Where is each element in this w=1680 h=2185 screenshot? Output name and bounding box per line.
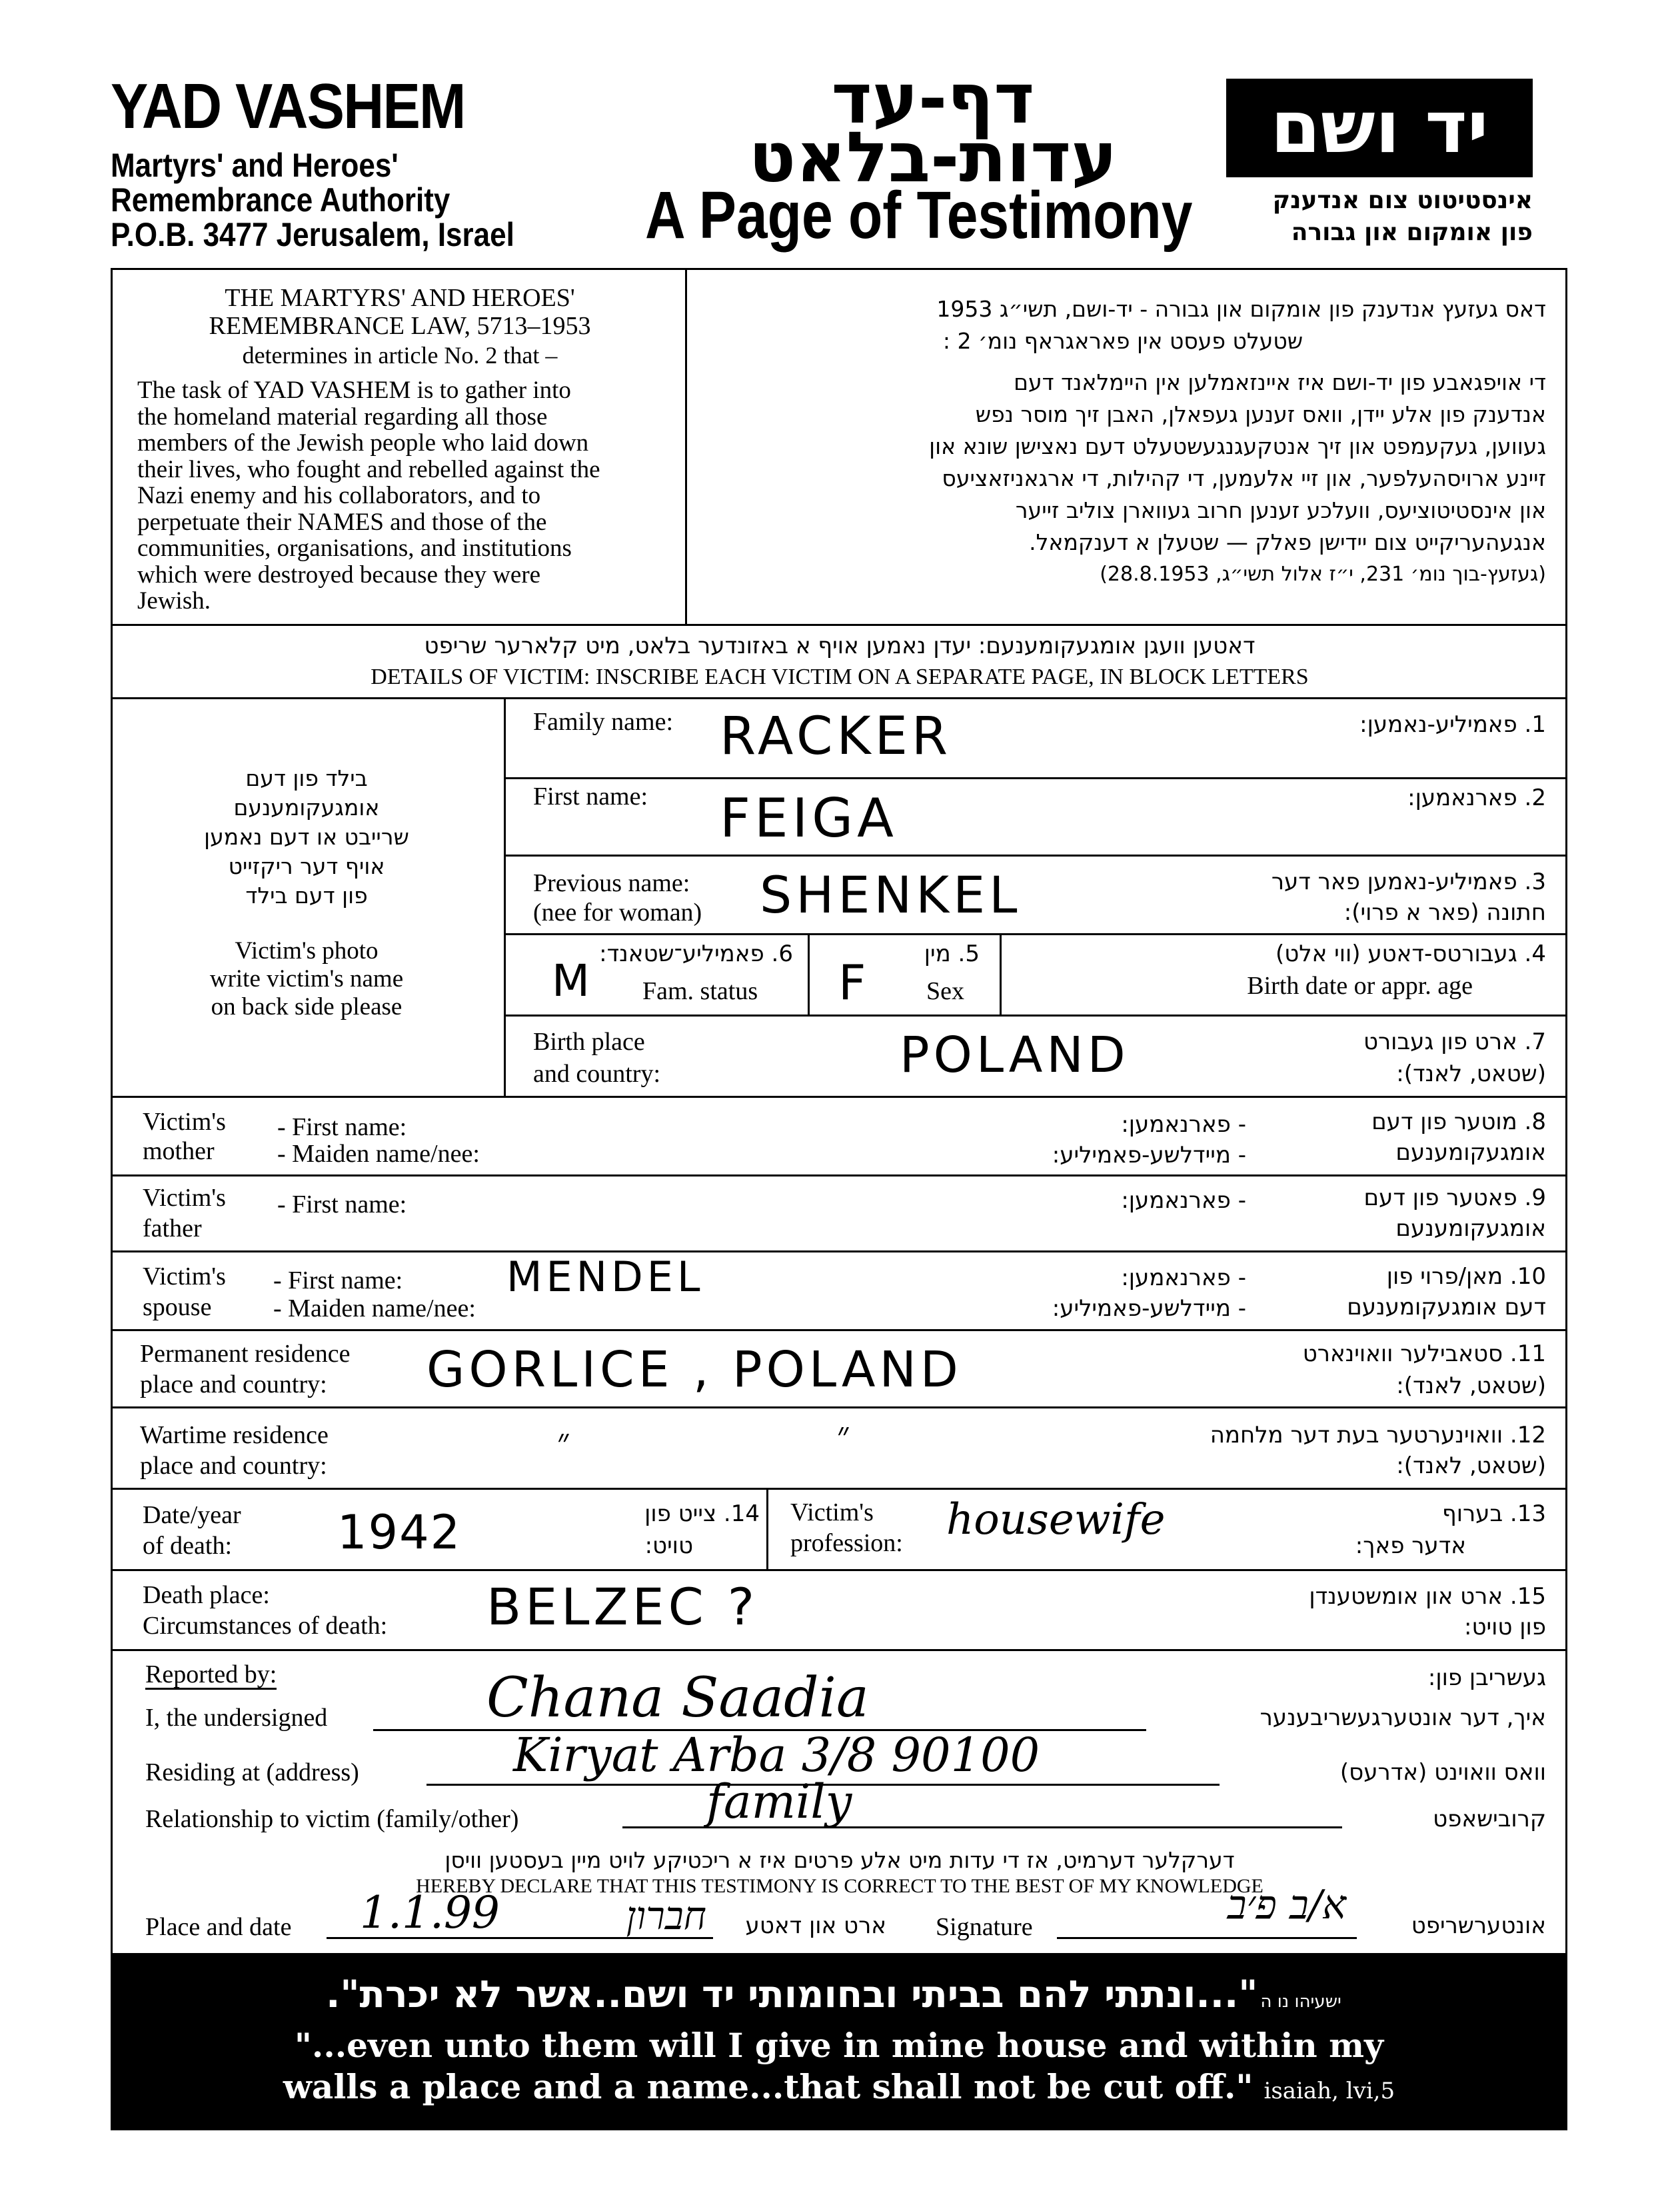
org-line2: Remembrance Authority (111, 181, 450, 219)
birth-place-heb-1: 7. ארט פון געבורט (1363, 1029, 1546, 1055)
footer-heb-line (111, 1972, 1567, 2025)
law-text-en (137, 377, 664, 615)
permanent-heb-2: (שטאט, לאנד): (1396, 1372, 1546, 1399)
previous-name-label: Previous name: (533, 869, 690, 897)
law-line: the homeland material regarding all those (137, 403, 548, 431)
family-name-heb: 1. פאמיליע-נאמען: (1359, 711, 1546, 738)
fam-status-heb: 6. פאמיליע־שטאנד: (599, 941, 793, 967)
undersigned-label: I, the undersigned (145, 1704, 328, 1732)
father-heb-1: 9. פאטער פון דעם (1363, 1184, 1546, 1211)
family-name-value[interactable]: RACKER (720, 707, 952, 767)
photo-heb-line: אויף דער ריקזייט (228, 853, 385, 879)
law-heb-line: שטעלט פעסט אין פאראגראף נומ׳ 2 : (942, 328, 1303, 354)
residing-heb: וואס וואוינט (אדרעס) (1339, 1759, 1546, 1786)
birth-place-value[interactable]: POLAND (900, 1027, 1130, 1084)
permanent-label-2: place and country: (140, 1370, 327, 1398)
relationship-value[interactable]: family (706, 1774, 852, 1829)
mother-first-label: - First name: (277, 1113, 407, 1141)
sex-value[interactable]: F (838, 955, 870, 1011)
signature-heb: אונטערשריפט (1411, 1912, 1546, 1939)
law-heb-line: די אויפגאבע פון יד-ושם איז איינזאמלען אין היימלאנד דעם (1014, 369, 1546, 395)
law-line: which were destroyed because they were (137, 561, 541, 589)
birth-place-label-1: Birth place (533, 1028, 645, 1056)
undersigned-heb: איך, דער אונטערגעשריבענער (1260, 1704, 1546, 1731)
birth-date-heb: 4. געבורטס-דאטע (ווי אלט) (1275, 941, 1546, 967)
death-date-heb-2: טויט: (644, 1532, 693, 1559)
law-heb-line: און אינסטיטוציעס, וועלכע זענען חרוב געווארן צוליב זייער (1015, 497, 1546, 523)
mother-maiden-label: - Maiden name/nee: (277, 1140, 480, 1168)
heb-sub-2: פון אומקום און גבורה (1291, 219, 1533, 246)
mother-maiden-heb: - מיידלשע-פאמיליע: (1052, 1142, 1246, 1168)
signature-label: Signature (936, 1913, 1033, 1941)
place-heb-value[interactable]: חברון (626, 1893, 706, 1938)
profession-label-1: Victim's (790, 1498, 874, 1526)
relationship-label: Relationship to victim (family/other) (145, 1805, 519, 1833)
law-heb-line: געווען, געקעמפט און זיך אנטקעגנגעשטעלט דעם נאצישן שונא און (929, 433, 1546, 459)
law-title-1: THE MARTYRS' AND HEROES' (225, 284, 575, 312)
org-name: YAD VASHEM (111, 71, 465, 142)
father-heb-2: אומגעקומענעם (1395, 1215, 1546, 1242)
father-first-heb: - פארנאמען: (1121, 1187, 1246, 1214)
permanent-label-1: Permanent residence (140, 1340, 351, 1368)
permanent-heb-1: 11. סטאבילער וואוינארט (1302, 1340, 1546, 1367)
footer-heb-ref: ישעיהו נו ה (1260, 1992, 1341, 2012)
wartime-label-2: place and country: (140, 1452, 327, 1480)
mother-first-heb: - פארנאמען: (1121, 1111, 1246, 1138)
photo-heb (133, 764, 480, 911)
residing-label: Residing at (address) (145, 1758, 359, 1786)
details-en: DETAILS OF VICTIM: INSCRIBE EACH VICTIM ON A SEPARATE PAGE, IN BLOCK LETTERS (371, 665, 1309, 689)
death-date-label-1: Date/year (143, 1501, 241, 1529)
mother-heb-1: 8. מוטער פון דעם (1371, 1108, 1546, 1135)
previous-name-heb-2: חתונה (פאר א פרוי): (1343, 899, 1546, 926)
photo-en (133, 937, 480, 1021)
hebrew-title-2: עדות-בלאט (748, 117, 1118, 198)
wartime-heb-1: 12. וואוינערטער בעת דער מלחמה (1210, 1422, 1546, 1448)
photo-heb-line: פון דעם בילד (245, 883, 368, 909)
spouse-maiden-label: - Maiden name/nee: (273, 1294, 476, 1322)
place-date-value[interactable]: 1.1.99 (360, 1887, 500, 1938)
reported-by-label: Reported by: (145, 1660, 277, 1688)
declaration-heb: דערקלער דערמיט, אז די עדות מיט אלע פרטים איז א ריכטיקע לויט מיין בעסטען וויסן (444, 1847, 1235, 1873)
law-line: Jewish. (137, 587, 211, 615)
law-line: their lives, who fought and rebelled against the (137, 455, 600, 483)
photo-heb-line: שרייבט או דעם נאמען (204, 824, 409, 850)
birth-place-label-2: and country: (533, 1060, 661, 1088)
mother-label: Victim's (143, 1108, 226, 1136)
death-date-value[interactable]: 1942 (337, 1505, 462, 1560)
law-line: members of the Jewish people who laid down (137, 429, 589, 457)
law-line: communities, organisations, and institutions (137, 535, 572, 562)
father-first-label: - First name: (277, 1190, 407, 1218)
wartime-heb-2: (שטאט, לאנד): (1396, 1452, 1546, 1479)
spouse-first-value[interactable]: MENDEL (506, 1252, 704, 1301)
photo-en-line: on back side please (211, 993, 403, 1021)
photo-heb-line: בילד פון דעם (245, 765, 368, 791)
wartime-label-1: Wartime residence (140, 1421, 329, 1449)
wartime-ditto-1[interactable]: ״ (557, 1423, 570, 1461)
father-label-2: father (143, 1214, 202, 1242)
profession-value[interactable]: housewife (946, 1495, 1166, 1544)
signature-value[interactable]: א/ב פ׳ב (1227, 1882, 1346, 1928)
mother-label-2: mother (143, 1137, 215, 1165)
profession-heb-1: 13. בערוף (1441, 1500, 1546, 1527)
law-line: Nazi enemy and his collaborators, and to (137, 482, 541, 509)
address-value[interactable]: Kiryat Arba 3/8 90100 (513, 1728, 1040, 1782)
sex-heb: 5. מין (924, 941, 980, 967)
law-line: The task of YAD VASHEM is to gather into (137, 377, 571, 404)
first-name-label: First name: (533, 783, 648, 811)
profession-heb-2: אדער פאך: (1355, 1532, 1466, 1559)
death-place-label-1: Death place: (143, 1581, 270, 1609)
spouse-label-2: spouse (143, 1293, 212, 1321)
law-heb-line: אנדענק פון אלע יידן, וואס זענען געפאלן, האבן זיך מוסר נפש (975, 401, 1546, 427)
yad-vashem-logo (1226, 79, 1533, 177)
spouse-label: Victim's (143, 1262, 226, 1290)
hebrew-title-1: דף-עד (831, 58, 1035, 139)
declaration-en: HEREBY DECLARE THAT THIS TESTIMONY IS CORRECT TO THE BEST OF MY KNOWLEDGE (416, 1875, 1263, 1897)
law-line: perpetuate their NAMES and those of the (137, 508, 547, 536)
death-place-heb-1: 15. ארט און אומשטענדן (1309, 1583, 1546, 1610)
permanent-value[interactable]: GORLICE , POLAND (426, 1341, 962, 1398)
relationship-heb: קרובישאפט (1433, 1806, 1546, 1832)
spouse-heb-2: דעם אומגעקומענעם (1347, 1294, 1546, 1320)
footer-en-line-2-wrap (111, 2066, 1567, 2112)
org-line1: Martyrs' and Heroes' (111, 147, 399, 184)
death-date-heb-1: 14. צייט פון (644, 1500, 760, 1527)
law-title-2: REMEMBRANCE LAW, 5713–1953 (209, 312, 591, 340)
page-title: A Page of Testimony (645, 178, 1193, 253)
previous-name-heb-1: 3. פאמיליע-נאמען פאר דער (1271, 869, 1546, 895)
birth-place-heb-2: (שטאט, לאנד): (1396, 1061, 1546, 1087)
law-title-3: determines in article No. 2 that – (242, 342, 558, 369)
spouse-first-label: - First name: (273, 1266, 403, 1294)
spouse-heb-1: 10. מאן/פרוי פון (1386, 1263, 1546, 1290)
org-address: P.O.B. 3477 Jerusalem, Israel (111, 216, 514, 253)
footer-en-ref: isaiah, lvi,5 (1263, 2078, 1395, 2104)
logo-text: יד ושם (1270, 86, 1489, 169)
wartime-ditto-2[interactable]: ״ (837, 1416, 850, 1454)
family-name-label: Family name: (533, 708, 674, 736)
footer-en-line-1: "...even unto them will I give in mine house and within my (294, 2026, 1384, 2065)
death-date-label-2: of death: (143, 1532, 233, 1560)
spouse-maiden-heb: - מיידלשע-פאמיליע: (1052, 1295, 1246, 1322)
sex-label: Sex (926, 977, 964, 1005)
footer-en-line-2: walls a place and a name...that shall not be cut off." (283, 2067, 1254, 2106)
spouse-first-heb: - פארנאמען: (1121, 1264, 1246, 1291)
photo-en-line: write victim's name (209, 965, 404, 993)
fam-status-label: Fam. status (642, 977, 758, 1005)
reported-by-heb: געשריבן פון: (1427, 1664, 1546, 1691)
heb-sub-1: אינסטיטוט צום אנדענק (1272, 187, 1533, 214)
law-heb-line: זיינע ארויסהעלפער, און זיי אלעמען, די קהילות, די ארגאניזאציעס (942, 465, 1546, 491)
mother-heb-2: אומגעקומענעם (1395, 1139, 1546, 1166)
fam-status-value[interactable]: M (552, 955, 590, 1007)
footer-heb-quote: "...ונתתי להם בביתי ובחומותי יד ושם..אשר לא יכרת". (326, 1973, 1258, 2016)
death-place-label-2: Circumstances of death: (143, 1612, 388, 1640)
first-name-value[interactable]: FEIGA (720, 787, 898, 849)
previous-name-value[interactable]: SHENKEL (760, 865, 1022, 925)
death-place-heb-2: פון טויט: (1464, 1614, 1546, 1640)
law-heb-line: אנגעהעריקייט צום יידישן פאלק — שטעלן א דענקמאל. (1029, 529, 1546, 555)
law-heb-line: (געזעץ-בוך נומ׳ 231, י״ז אלול תשי״ג, 28.8.1953) (1100, 563, 1546, 586)
first-name-heb: 2. פארנאמען: (1407, 785, 1546, 811)
details-heb: דאטען וועגן אומגעקומענעם: יעדן נאמען אויף א באזונדער בלאט, מיט קלארער שריפט (424, 633, 1256, 659)
nee-label: (nee for woman) (533, 899, 702, 927)
father-label: Victim's (143, 1184, 226, 1212)
reporter-name-value[interactable]: Chana Saadia (486, 1666, 869, 1730)
photo-heb-line: אומגעקומענעם (233, 795, 380, 821)
birth-date-label: Birth date or appr. age (1247, 972, 1473, 1000)
footer-quote-bar (111, 1953, 1567, 2130)
place-date-label: Place and date (145, 1913, 292, 1941)
photo-en-line: Victim's photo (235, 937, 379, 965)
law-heb-line: דאס געזעץ אנדענק פון אומקום און גבורה - יד-ושם, תשי״ג 1953 (936, 296, 1546, 322)
law-text-heb (700, 293, 1546, 591)
death-place-value[interactable]: BELZEC ? (486, 1577, 759, 1636)
profession-label-2: profession: (790, 1529, 903, 1557)
place-date-heb: ארט און דאטע (745, 1912, 886, 1939)
